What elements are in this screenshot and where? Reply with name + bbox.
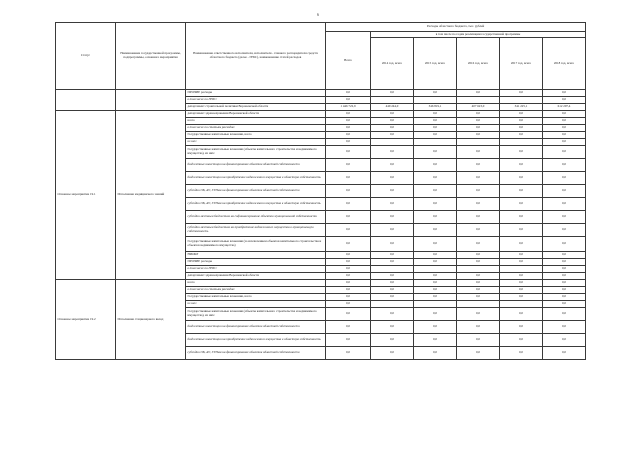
table-row bbox=[56, 90, 586, 97]
cell-year-2014: 0,0 bbox=[371, 273, 414, 280]
cell-year-2015: 346 819,1 bbox=[414, 104, 457, 111]
row-label: субсидии ОБ, АУ, ГУПам на финансирование объектов областной собственности bbox=[186, 347, 326, 360]
row-label: Государственные капитальные вложения (объекты капитального строительства и недвижимого имущества), из них: bbox=[186, 308, 326, 321]
cell-total: 0,0 bbox=[326, 125, 371, 132]
cell-year-2017: 0,0 bbox=[500, 294, 543, 301]
row-label: бюджетные инвестиции на финансирование объектов областной собственности bbox=[186, 321, 326, 334]
cell-year-2018: 0,0 bbox=[543, 211, 586, 224]
cell-total: 0,0 bbox=[326, 280, 371, 287]
row-label: департамент строительной политики Воронежской области bbox=[186, 104, 326, 111]
cell-year-2015 bbox=[414, 266, 457, 273]
row-label: НИОКР bbox=[186, 252, 326, 259]
cell-year-2016: 407 623,0 bbox=[457, 104, 500, 111]
cell-year-2015: 0,0 bbox=[414, 321, 457, 334]
table-body bbox=[56, 90, 586, 360]
cell-total: 0,0 bbox=[326, 334, 371, 347]
table-row bbox=[56, 111, 586, 118]
cell-year-2014: 0,0 bbox=[371, 321, 414, 334]
cell-year-2016: 0,0 bbox=[457, 118, 500, 125]
row-label: в том числе по статьям расходов: bbox=[186, 287, 326, 294]
cell-year-2018: 0,0 bbox=[543, 198, 586, 211]
cell-year-2014: 0,0 bbox=[371, 90, 414, 97]
cell-year-2016: 0,0 bbox=[457, 252, 500, 259]
cell-total: 0,0 bbox=[326, 146, 371, 159]
cell-year-2015: 0,0 bbox=[414, 90, 457, 97]
header-status: Статус bbox=[56, 23, 116, 90]
cell-year-2017: 0,0 bbox=[500, 287, 543, 294]
header-subtitle: в том числе по годам реализации государственной программы bbox=[371, 32, 586, 38]
cell-year-2014: 0,0 bbox=[371, 252, 414, 259]
cell-year-2016: 0,0 bbox=[457, 224, 500, 237]
cell-year-2016: 0,0 bbox=[457, 308, 500, 321]
row-label: в том числе по ГРБС: bbox=[186, 97, 326, 104]
cell-total: 0,0 bbox=[326, 308, 371, 321]
cell-total: 0,0 bbox=[326, 97, 371, 104]
cell-year-2014: 0,0 bbox=[371, 125, 414, 132]
cell-year-2016: 0,0 bbox=[457, 287, 500, 294]
cell-total: 0,0 bbox=[326, 198, 371, 211]
row-label: субсидии ОБ, АУ, ГУПам на финансирование объектов областной собственности bbox=[186, 185, 326, 198]
cell-total: 0,0 bbox=[326, 185, 371, 198]
cell-year-2015 bbox=[414, 301, 457, 308]
cell-year-2016: 0,0 bbox=[457, 198, 500, 211]
row-label: бюджетные инвестиции на финансирование объектов областной собственности bbox=[186, 159, 326, 172]
row-status: Основное мероприятие 19.1 bbox=[56, 111, 116, 280]
cell-year-2017: 0,0 bbox=[500, 347, 543, 360]
cell-year-2015: 0,0 bbox=[414, 237, 457, 252]
cell-year-2016: 0,0 bbox=[457, 237, 500, 252]
cell-year-2017: 0,0 bbox=[500, 334, 543, 347]
cell-year-2014: 0,0 bbox=[371, 118, 414, 125]
cell-year-2015: 0,0 bbox=[414, 132, 457, 139]
cell-year-2015: 0,0 bbox=[414, 118, 457, 125]
cell-year-2018: 0,0 bbox=[543, 159, 586, 172]
cell-year-2018: 0,0 bbox=[543, 132, 586, 139]
cell-year-2014: 0,0 bbox=[371, 111, 414, 118]
cell-year-2017: 0,0 bbox=[500, 146, 543, 159]
cell-year-2016: 0,0 bbox=[457, 159, 500, 172]
cell-year-2014: 0,0 bbox=[371, 198, 414, 211]
cell-year-2017 bbox=[500, 301, 543, 308]
cell-year-2018: 0,0 bbox=[543, 224, 586, 237]
cell-year-2018: 0,0 bbox=[543, 252, 586, 259]
row-label: субсидии местным бюджетам на приобретение недвижимого имущества в муниципальную собственность bbox=[186, 224, 326, 237]
cell-year-2017: 0,0 bbox=[500, 224, 543, 237]
cell-year-2014: 0,0 bbox=[371, 347, 414, 360]
cell-year-2014 bbox=[371, 97, 414, 104]
cell-total: 0,0 bbox=[326, 347, 371, 360]
row-label: Государственные капитальные вложения (объекты капитального строительства и недвижимого имущества), из них: bbox=[186, 146, 326, 159]
cell-year-2014: 0,0 bbox=[371, 334, 414, 347]
cell-year-2014: 0,0 bbox=[371, 224, 414, 237]
cell-total: 0,0 bbox=[326, 139, 371, 146]
cell-year-2017 bbox=[500, 266, 543, 273]
cell-year-2017 bbox=[500, 97, 543, 104]
cell-year-2015: 0,0 bbox=[414, 146, 457, 159]
cell-year-2014: 0,0 bbox=[371, 294, 414, 301]
cell-year-2018: 0,0 bbox=[543, 97, 586, 104]
cell-year-2015: 0,0 bbox=[414, 294, 457, 301]
cell-total: 0,0 bbox=[326, 132, 371, 139]
row-label: субсидии местным бюджетам на софинансирование объектов муниципальной собственности bbox=[186, 211, 326, 224]
header-executor: Наименование ответственного исполнителя, исполнителя - главного распорядителя средств областного бюджета (далее - ГРБС), наименование статей расходов bbox=[186, 23, 326, 90]
cell-year-2014: 0,0 bbox=[371, 280, 414, 287]
cell-year-2016 bbox=[457, 266, 500, 273]
cell-year-2015: 0,0 bbox=[414, 172, 457, 185]
cell-year-2014: 0,0 bbox=[371, 237, 414, 252]
cell-year-2017: 0,0 bbox=[500, 185, 543, 198]
cell-total: 0,0 bbox=[326, 90, 371, 97]
cell-year-2018: 0,0 bbox=[543, 308, 586, 321]
cell-year-2014 bbox=[371, 301, 414, 308]
cell-year-2017: 0,0 bbox=[500, 273, 543, 280]
row-label: Государственные капитальные вложения, всего bbox=[186, 294, 326, 301]
cell-total: 0,0 bbox=[326, 287, 371, 294]
cell-year-2014: 449 244,0 bbox=[371, 104, 414, 111]
cell-year-2014: 0,0 bbox=[371, 308, 414, 321]
cell-year-2016: 0,0 bbox=[457, 273, 500, 280]
header-year-2017: 2017 год, всего bbox=[500, 38, 543, 90]
cell-year-2016: 0,0 bbox=[457, 125, 500, 132]
row-label: всего bbox=[186, 280, 326, 287]
cell-year-2017: 0,0 bbox=[500, 159, 543, 172]
row-label: департамент здравоохранения Воронежской области bbox=[186, 273, 326, 280]
cell-year-2015: 0,0 bbox=[414, 198, 457, 211]
cell-year-2018: 0,0 bbox=[543, 259, 586, 266]
cell-year-2017: 0,0 bbox=[500, 237, 543, 252]
cell-year-2017: 0,0 bbox=[500, 321, 543, 334]
cell-total: 0,0 bbox=[326, 159, 371, 172]
cell-total: 0,0 bbox=[326, 294, 371, 301]
cell-year-2014: 0,0 bbox=[371, 172, 414, 185]
cell-total: 0,0 bbox=[326, 301, 371, 308]
cell-year-2015: 0,0 bbox=[414, 185, 457, 198]
header-year-2014: 2014 год, всего bbox=[371, 38, 414, 90]
cell-year-2017: 0,0 bbox=[500, 172, 543, 185]
cell-year-2018: 0,0 bbox=[543, 172, 586, 185]
cell-year-2016: 0,0 bbox=[457, 280, 500, 287]
cell-year-2018: 612 297,4 bbox=[543, 104, 586, 111]
header-year-2015: 2015 год, всего bbox=[414, 38, 457, 90]
cell-year-2014: 0,0 bbox=[371, 185, 414, 198]
row-label: из них: bbox=[186, 139, 326, 146]
header-program: Наименование государственной программы, подпрограммы, основного мероприятия bbox=[116, 23, 186, 90]
cell-year-2017: 0,0 bbox=[500, 280, 543, 287]
row-program: Исполнение медицинского знаний bbox=[116, 111, 186, 280]
header-expenses-title: Расходы областного бюджета, тыс. рублей bbox=[326, 23, 586, 32]
cell-year-2014: 0,0 bbox=[371, 211, 414, 224]
cell-year-2018: 0,0 bbox=[543, 266, 586, 273]
cell-year-2016: 0,0 bbox=[457, 259, 500, 266]
table-row bbox=[56, 280, 586, 287]
cell-year-2018: 0,0 bbox=[543, 294, 586, 301]
row-label: всего bbox=[186, 118, 326, 125]
cell-year-2016: 0,0 bbox=[457, 211, 500, 224]
cell-year-2016: 0,0 bbox=[457, 321, 500, 334]
cell-year-2015: 0,0 bbox=[414, 211, 457, 224]
cell-year-2017: 0,0 bbox=[500, 259, 543, 266]
row-label: в том числе по статьям расходов: bbox=[186, 125, 326, 132]
row-program: Исполнение стационарного вклад bbox=[116, 280, 186, 360]
cell-year-2018: 0,0 bbox=[543, 301, 586, 308]
cell-year-2018: 0,0 bbox=[543, 125, 586, 132]
cell-year-2017: 0,0 bbox=[500, 118, 543, 125]
cell-year-2014: 0,0 bbox=[371, 259, 414, 266]
cell-total: 0,0 bbox=[326, 111, 371, 118]
cell-year-2017: 0,0 bbox=[500, 211, 543, 224]
cell-year-2018: 0,0 bbox=[543, 111, 586, 118]
cell-year-2018: 0,0 bbox=[543, 90, 586, 97]
cell-year-2017: 0,0 bbox=[500, 125, 543, 132]
row-label: Государственные капитальные вложения, всего bbox=[186, 132, 326, 139]
cell-year-2018: 0,0 bbox=[543, 347, 586, 360]
cell-year-2015: 0,0 bbox=[414, 224, 457, 237]
cell-year-2016: 0,0 bbox=[457, 172, 500, 185]
cell-year-2016: 0,0 bbox=[457, 146, 500, 159]
header-total: Всего bbox=[326, 32, 371, 90]
cell-year-2014: 0,0 bbox=[371, 287, 414, 294]
cell-year-2018: 0,0 bbox=[543, 139, 586, 146]
cell-year-2015: 0,0 bbox=[414, 308, 457, 321]
row-status: Основное мероприятие 19.2 bbox=[56, 280, 116, 360]
cell-year-2016 bbox=[457, 139, 500, 146]
cell-total: 0,0 bbox=[326, 321, 371, 334]
cell-total: 0,0 bbox=[326, 118, 371, 125]
cell-year-2016: 0,0 bbox=[457, 347, 500, 360]
cell-year-2014: 0,0 bbox=[371, 146, 414, 159]
cell-total: 0,0 bbox=[326, 237, 371, 252]
cell-total: 1 446 722,9 bbox=[326, 104, 371, 111]
cell-year-2017: 341 225,1 bbox=[500, 104, 543, 111]
cell-year-2016: 0,0 bbox=[457, 132, 500, 139]
row-label: в том числе по ГРБС: bbox=[186, 266, 326, 273]
cell-year-2015: 0,0 bbox=[414, 159, 457, 172]
cell-year-2017: 0,0 bbox=[500, 111, 543, 118]
cell-year-2018: 0,0 bbox=[543, 280, 586, 287]
cell-year-2016: 0,0 bbox=[457, 111, 500, 118]
cell-year-2018: 0,0 bbox=[543, 118, 586, 125]
budget-table bbox=[55, 22, 586, 360]
cell-year-2016: 0,0 bbox=[457, 334, 500, 347]
header-year-2016: 2016 год, всего bbox=[457, 38, 500, 90]
cell-total: 0,0 bbox=[326, 211, 371, 224]
cell-year-2014: 0,0 bbox=[371, 132, 414, 139]
cell-year-2015: 0,0 bbox=[414, 259, 457, 266]
cell-year-2016: 0,0 bbox=[457, 90, 500, 97]
cell-year-2016: 0,0 bbox=[457, 294, 500, 301]
row-label: бюджетные инвестиции на приобретение недвижимого имущества в областную собственность bbox=[186, 172, 326, 185]
cell-total: 0,0 bbox=[326, 266, 371, 273]
cell-total: 0,0 bbox=[326, 252, 371, 259]
cell-year-2018: 0,0 bbox=[543, 273, 586, 280]
cell-year-2018: 0,0 bbox=[543, 321, 586, 334]
cell-total: 0,0 bbox=[326, 224, 371, 237]
cell-year-2014 bbox=[371, 139, 414, 146]
row-program bbox=[116, 90, 186, 111]
row-label: ПРОЧИЕ расходы bbox=[186, 259, 326, 266]
cell-year-2018: 0,0 bbox=[543, 237, 586, 252]
header-year-2018: 2018 год, всего bbox=[543, 38, 586, 90]
cell-total: 0,0 bbox=[326, 172, 371, 185]
cell-year-2016 bbox=[457, 301, 500, 308]
cell-year-2015: 0,0 bbox=[414, 280, 457, 287]
cell-year-2015: 0,0 bbox=[414, 125, 457, 132]
row-label: ПРОЧИЕ расходы bbox=[186, 90, 326, 97]
cell-total: 0,0 bbox=[326, 273, 371, 280]
cell-year-2016: 0,0 bbox=[457, 185, 500, 198]
row-label: Государственные капитальные вложения (за исключением объектов капитального строительства и объектов недвижимого имущества) bbox=[186, 237, 326, 252]
row-label: бюджетные инвестиции на приобретение недвижимого имущества в областную собственность bbox=[186, 334, 326, 347]
cell-year-2014: 0,0 bbox=[371, 159, 414, 172]
cell-year-2015: 0,0 bbox=[414, 334, 457, 347]
cell-year-2017: 0,0 bbox=[500, 252, 543, 259]
cell-year-2015: 0,0 bbox=[414, 111, 457, 118]
cell-total: 0,0 bbox=[326, 259, 371, 266]
cell-year-2017: 0,0 bbox=[500, 90, 543, 97]
cell-year-2015: 0,0 bbox=[414, 252, 457, 259]
cell-year-2018: 0,0 bbox=[543, 334, 586, 347]
row-label: субсидии ОБ, АУ, ГУПам на приобретение недвижимого имущества в областную собственность bbox=[186, 198, 326, 211]
cell-year-2017: 0,0 bbox=[500, 308, 543, 321]
cell-year-2017 bbox=[500, 139, 543, 146]
cell-year-2017: 0,0 bbox=[500, 132, 543, 139]
cell-year-2015: 0,0 bbox=[414, 273, 457, 280]
cell-year-2017: 0,0 bbox=[500, 198, 543, 211]
cell-year-2014 bbox=[371, 266, 414, 273]
cell-year-2015: 0,0 bbox=[414, 287, 457, 294]
row-label: из них: bbox=[186, 301, 326, 308]
cell-year-2018: 0,0 bbox=[543, 146, 586, 159]
page-number: 6 bbox=[317, 12, 319, 17]
cell-year-2015: 0,0 bbox=[414, 347, 457, 360]
cell-year-2015 bbox=[414, 97, 457, 104]
cell-year-2018: 0,0 bbox=[543, 287, 586, 294]
cell-year-2015 bbox=[414, 139, 457, 146]
cell-year-2016 bbox=[457, 97, 500, 104]
row-label: департамент здравоохранения Воронежской области bbox=[186, 111, 326, 118]
row-status bbox=[56, 90, 116, 111]
cell-year-2018: 0,0 bbox=[543, 185, 586, 198]
